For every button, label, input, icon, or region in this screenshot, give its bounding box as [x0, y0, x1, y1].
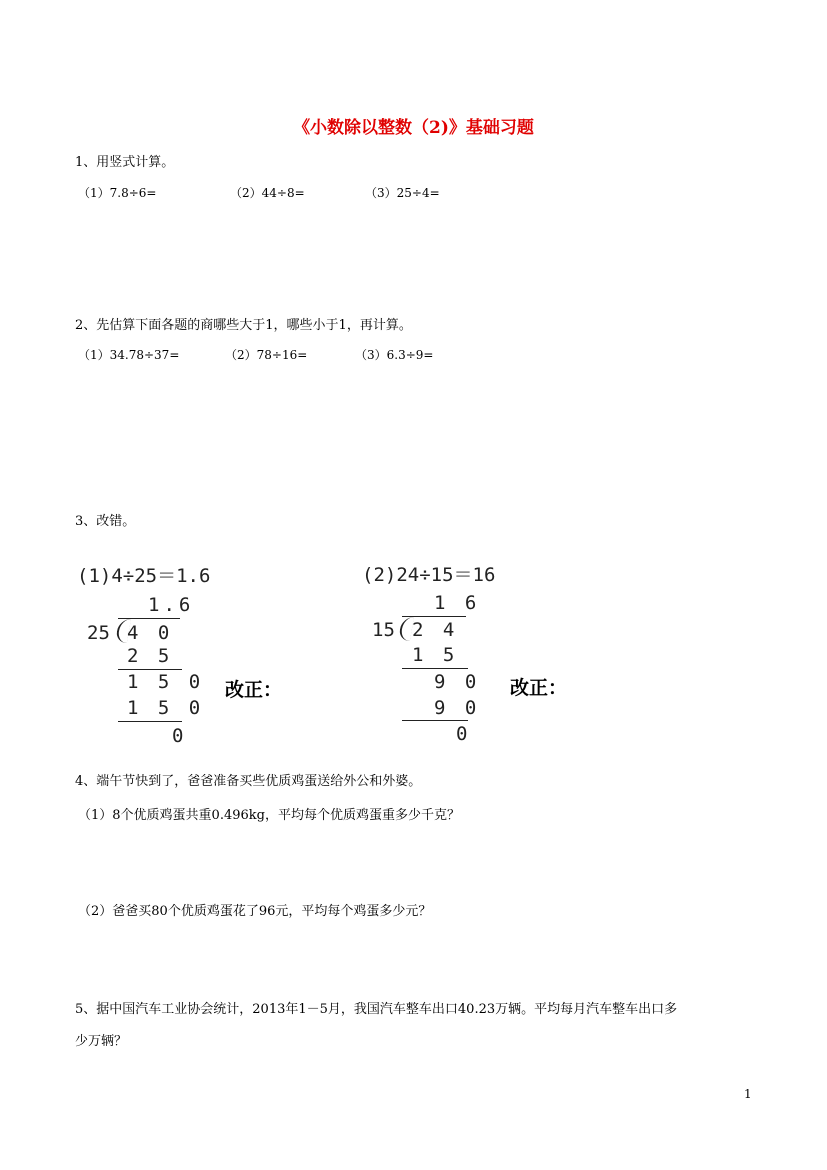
q1-item-2: （2）44÷8= — [230, 186, 305, 200]
equation-1: (1)4÷25＝1.6 — [77, 565, 211, 587]
correction-label-1: 改正： — [225, 679, 283, 701]
q1-item-1: （1）7.8÷6= — [78, 186, 157, 200]
q1-prompt: 1、用竖式计算。 — [75, 155, 175, 170]
q2-item-3: （3）6.3÷9= — [355, 348, 434, 362]
remainder-2: 0 — [456, 723, 472, 745]
page-title: 《小数除以整数（2)》基础习题 — [293, 118, 534, 138]
divisor-1: 25 — [87, 622, 110, 644]
rule-1a — [118, 669, 182, 670]
q2-prompt: 2、先估算下面各题的商哪些大于1，哪些小于1，再计算。 — [75, 318, 412, 333]
q2-item-2: （2）78÷16= — [225, 348, 308, 362]
equation-2: (2)24÷15＝16 — [362, 564, 496, 586]
dividend-1: 4 0 — [127, 622, 174, 644]
rule-1b — [118, 721, 182, 722]
correction-label-2: 改正： — [510, 677, 568, 699]
step3-1: 1 5 0 — [127, 697, 205, 719]
step1-1: 2 5 — [127, 645, 174, 667]
divisor-2: 15 — [372, 619, 395, 641]
q4-sub1: （1）8个优质鸡蛋共重0.496kg，平均每个优质鸡蛋重多少千克？ — [78, 808, 460, 823]
q1-item-3: （3）25÷4= — [365, 186, 440, 200]
quotient-1: 1.6 — [148, 594, 195, 616]
dividend-2: 2 4 — [412, 619, 459, 641]
q5-line2: 少万辆？ — [75, 1034, 128, 1049]
rule-2b — [402, 720, 468, 721]
step2-2: 9 0 — [434, 671, 481, 693]
page-number: 1 — [744, 1087, 752, 1101]
step3-2: 9 0 — [434, 697, 481, 719]
q3-prompt: 3、改错。 — [75, 514, 136, 529]
quotient-2: 1 6 — [434, 592, 481, 614]
q4-prompt: 4、端午节快到了，爸爸准备买些优质鸡蛋送给外公和外婆。 — [75, 774, 422, 789]
step1-2: 1 5 — [412, 644, 459, 666]
q2-item-1: （1）34.78÷37= — [78, 348, 180, 362]
q4-sub2: （2）爸爸买80个优质鸡蛋花了96元，平均每个鸡蛋多少元？ — [78, 904, 432, 919]
q5-line1: 5、据中国汽车工业协会统计，2013年1－5月，我国汽车整车出口40.23万辆。平均每月汽车整车出口多 — [75, 1002, 678, 1017]
rule-2a — [402, 668, 468, 669]
remainder-1: 0 — [172, 725, 188, 747]
step2-1: 1 5 0 — [127, 671, 205, 693]
